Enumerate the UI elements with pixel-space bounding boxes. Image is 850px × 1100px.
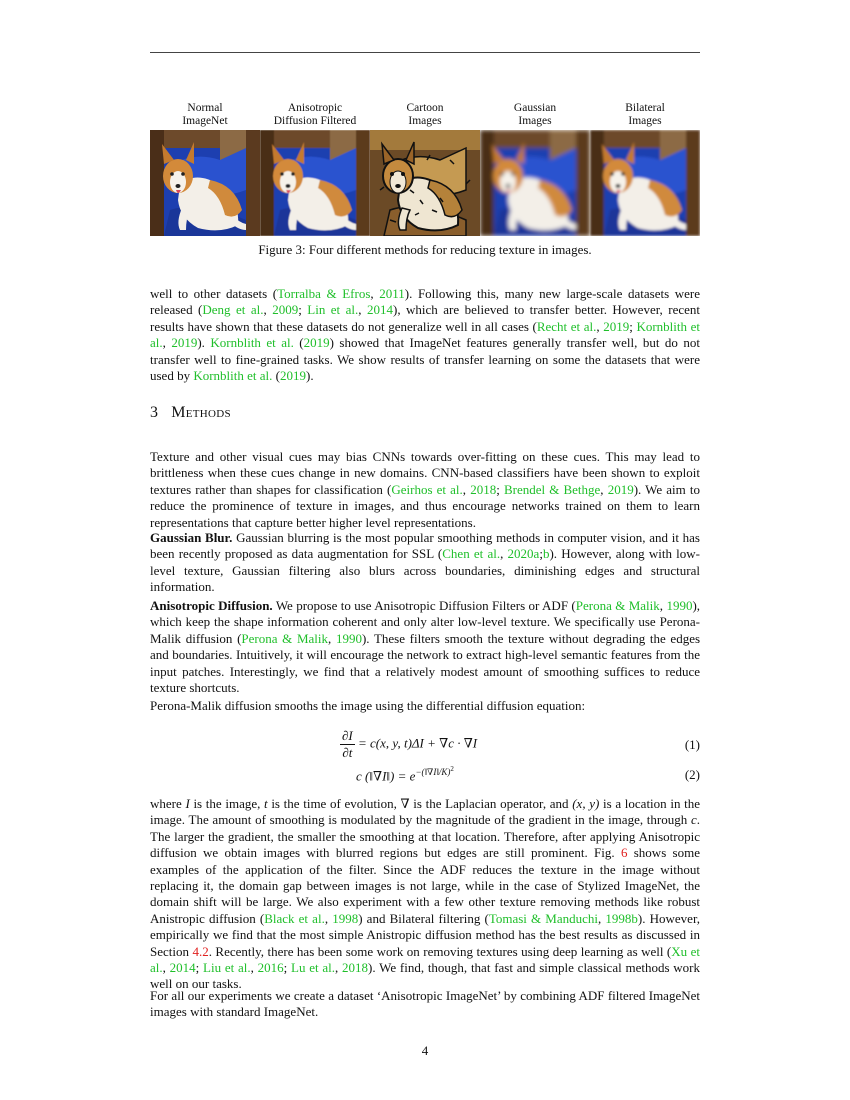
citation[interactable]: Tomasi & Manduchi	[488, 910, 599, 926]
paragraph-perona-malik: Perona-Malik diffusion smooths the image using the differential diffusion equation:	[150, 698, 586, 713]
paragraph-related-work: well to other datasets (Torralba & Efros, 2011). Following this, many new large-scale datasets were released (Deng et al., 2009; Lin et al., 2014), which are believed to transfer better. However, recent results have shown that these datasets do not generalize well in all cases (Recht et al., 2019; Kornblith et al., 2019). Kornblith et al. (2019) showed that ImageNet features generally transfer well, but do not transfer well to fine-grained tasks. We show results of transfer learning on some the datasets that were used by Kornblith et al. (2019).	[150, 286, 701, 384]
paragraph-methods-intro: Texture and other visual cues may bias CNNs towards over-fitting on these cues. This may lead to brittleness when these cues change in new domains. CNN-based classifiers have been shown to exploit textures rather than shapes for classification (Geirhos et al., 2018; Brendel & Bethge, 2019). We aim to reduce the prominence of texture in images, and thus encourage networks trained on them to learn representations that capture better higher level representations.	[150, 449, 701, 530]
figure-panel-normal	[150, 102, 260, 236]
section-heading: 3 Methods	[150, 404, 231, 421]
citation-year[interactable]: 2011	[379, 286, 405, 301]
figure-3	[150, 102, 700, 236]
dog-image-gaussian	[480, 130, 590, 236]
citation[interactable]: Black et al.	[264, 910, 325, 926]
paragraph-anisotropic-diffusion: Anisotropic Diffusion. We propose to use Anisotropic Diffusion Filters or ADF (Perona & Malik, 1990), which keep the shape information coherent and only alter low-level texture. We specifically use Perona-Malik diffusion (Perona & Malik, 1990). These filters smooth the texture without degrading the edges and boundaries. Intuitively, it will encourage the network to extract high-level semantic features from the input patches. Interestingly, we find that a relatively modest amount of smoothing suffices to reduce texture shortcuts.	[150, 598, 701, 696]
citation[interactable]: Geirhos et al.	[391, 481, 463, 497]
citation-year[interactable]: 2019	[603, 318, 630, 334]
dog-image-cartoon	[370, 130, 480, 236]
citation-year[interactable]: 2019	[171, 335, 198, 351]
equation-2-lhs: c (‖∇I‖) = e	[356, 768, 416, 784]
equation-2: c (‖∇I‖) = $e^{-(‖\nabla I‖/K)^2}$ (2)	[356, 765, 700, 784]
dog-image-anisotropic	[260, 130, 370, 236]
paragraph-dataset: For all our experiments we create a dataset ‘Anisotropic ImageNet’ by combining ADF filtered ImageNet images with standard ImageNet.	[150, 988, 700, 1020]
citation-year[interactable]: 1998b	[605, 910, 638, 926]
citation-year[interactable]: 2018	[470, 481, 497, 497]
citation[interactable]: Kornblith et al.	[210, 335, 294, 351]
citation-year[interactable]: 2014	[366, 302, 393, 318]
citation[interactable]: Kornblith et al.	[150, 318, 701, 351]
equation-1	[150, 728, 700, 762]
citation-year[interactable]: 2016	[257, 960, 284, 976]
partial-derivative: $\frac{\partial I}{\partial t}$	[342, 728, 353, 760]
figure-caption: Figure 3: Four different methods for reducing texture in images.	[258, 242, 592, 257]
citation-year[interactable]: 2019	[303, 335, 330, 351]
paragraph-explanation: where I is the image, t is the time of evolution, ∇ is the Laplacian operator, and (x, y) is a location in the image. The amount of smoothing is modulated by the magnitude of the gradient in the image, through c. The larger the gradient, the smaller the smoothing at that location. Therefore, after applying Anisotropic diffusion we obtain images with blurred regions but edges are still prominent. Fig. 6 shows some examples of the application of the filter. Since the ADF reduces the texture in the image without replacing it, the domain gap between images is not large, while in the case of Stylized ImageNet, the domain shift will be large. We also experiment with a few other texture removing methods like robust Anistropic diffusion (Black et al., 1998) and Bilateral filtering (Tomasi & Manduchi, 1998b). However, empirically we find that the most simple Anistropic diffusion method has the best results as discussed in Section 4.2. Recently, there has been some work on removing textures using deep learning as well (Xu et al., 2014; Liu et al., 2016; Lu et al., 2018). We find, though, that fast and simple classical methods work well on our tasks.	[150, 796, 700, 992]
citation-year[interactable]: b	[542, 546, 550, 562]
equation-1-rhs: = c(x, y, t)ΔI + ∇c · ∇I	[358, 735, 478, 751]
citation[interactable]: Kornblith et al.	[193, 368, 273, 384]
citation[interactable]: Xu et al.	[150, 943, 700, 976]
citation-year[interactable]: 2018	[342, 960, 369, 976]
citation-year[interactable]: 1990	[335, 630, 362, 646]
equation-number: (2)	[684, 767, 700, 782]
panel-label: Gaussian Images	[513, 102, 557, 127]
section-reference[interactable]: 4.2	[192, 943, 209, 959]
citation-year[interactable]: 1998	[332, 910, 359, 926]
paragraph-gaussian-blur: Gaussian Blur. Gaussian blurring is the most popular smoothing methods in computer vision, and it has been recently proposed as data augmentation for SSL (Chen et al., 2020a;b). However, along with low-level texture, Gaussian filtering also blurs across boundaries, diminishing edges and structural information.	[150, 530, 700, 595]
figure-panel-anisotropic	[260, 102, 370, 236]
citation-year[interactable]: 2019	[607, 481, 634, 497]
citation[interactable]: Liu et al.	[203, 960, 251, 976]
citation[interactable]: Torralba & Efros	[277, 286, 371, 301]
citation[interactable]: Perona & Malik	[241, 630, 329, 646]
figure-panel-gaussian	[480, 102, 590, 236]
citation-year[interactable]: 2019	[280, 368, 307, 384]
citation-year[interactable]: 1990	[666, 598, 693, 613]
citation-year[interactable]: 2009	[272, 302, 299, 318]
equation-number: (1)	[684, 737, 700, 752]
citation[interactable]: Perona & Malik	[575, 598, 660, 613]
citation[interactable]: Lu et al.	[291, 960, 335, 976]
panel-label: Normal ImageNet	[182, 102, 228, 127]
dog-image-bilateral	[590, 130, 700, 236]
figure-reference[interactable]: 6	[620, 845, 628, 861]
citation[interactable]: Brendel & Bethge	[503, 481, 601, 497]
figure-panel-cartoon	[370, 102, 480, 236]
figure-panel-bilateral	[590, 102, 700, 236]
dog-image-normal	[150, 130, 260, 236]
citation[interactable]: Lin et al.	[307, 302, 359, 318]
citation[interactable]: Deng et al.	[202, 302, 264, 318]
panel-label: Anisotropic Diffusion Filtered	[273, 102, 357, 127]
citation-year[interactable]: 2014	[169, 960, 196, 976]
page-number: 4	[421, 1043, 429, 1058]
panel-label: Bilateral Images	[625, 102, 665, 127]
panel-label: Cartoon Images	[406, 102, 444, 127]
header-rule	[150, 52, 700, 53]
citation[interactable]: Chen et al.	[442, 546, 501, 562]
citation-year[interactable]: 2020a	[507, 546, 540, 562]
citation[interactable]: Recht et al.	[536, 318, 597, 334]
